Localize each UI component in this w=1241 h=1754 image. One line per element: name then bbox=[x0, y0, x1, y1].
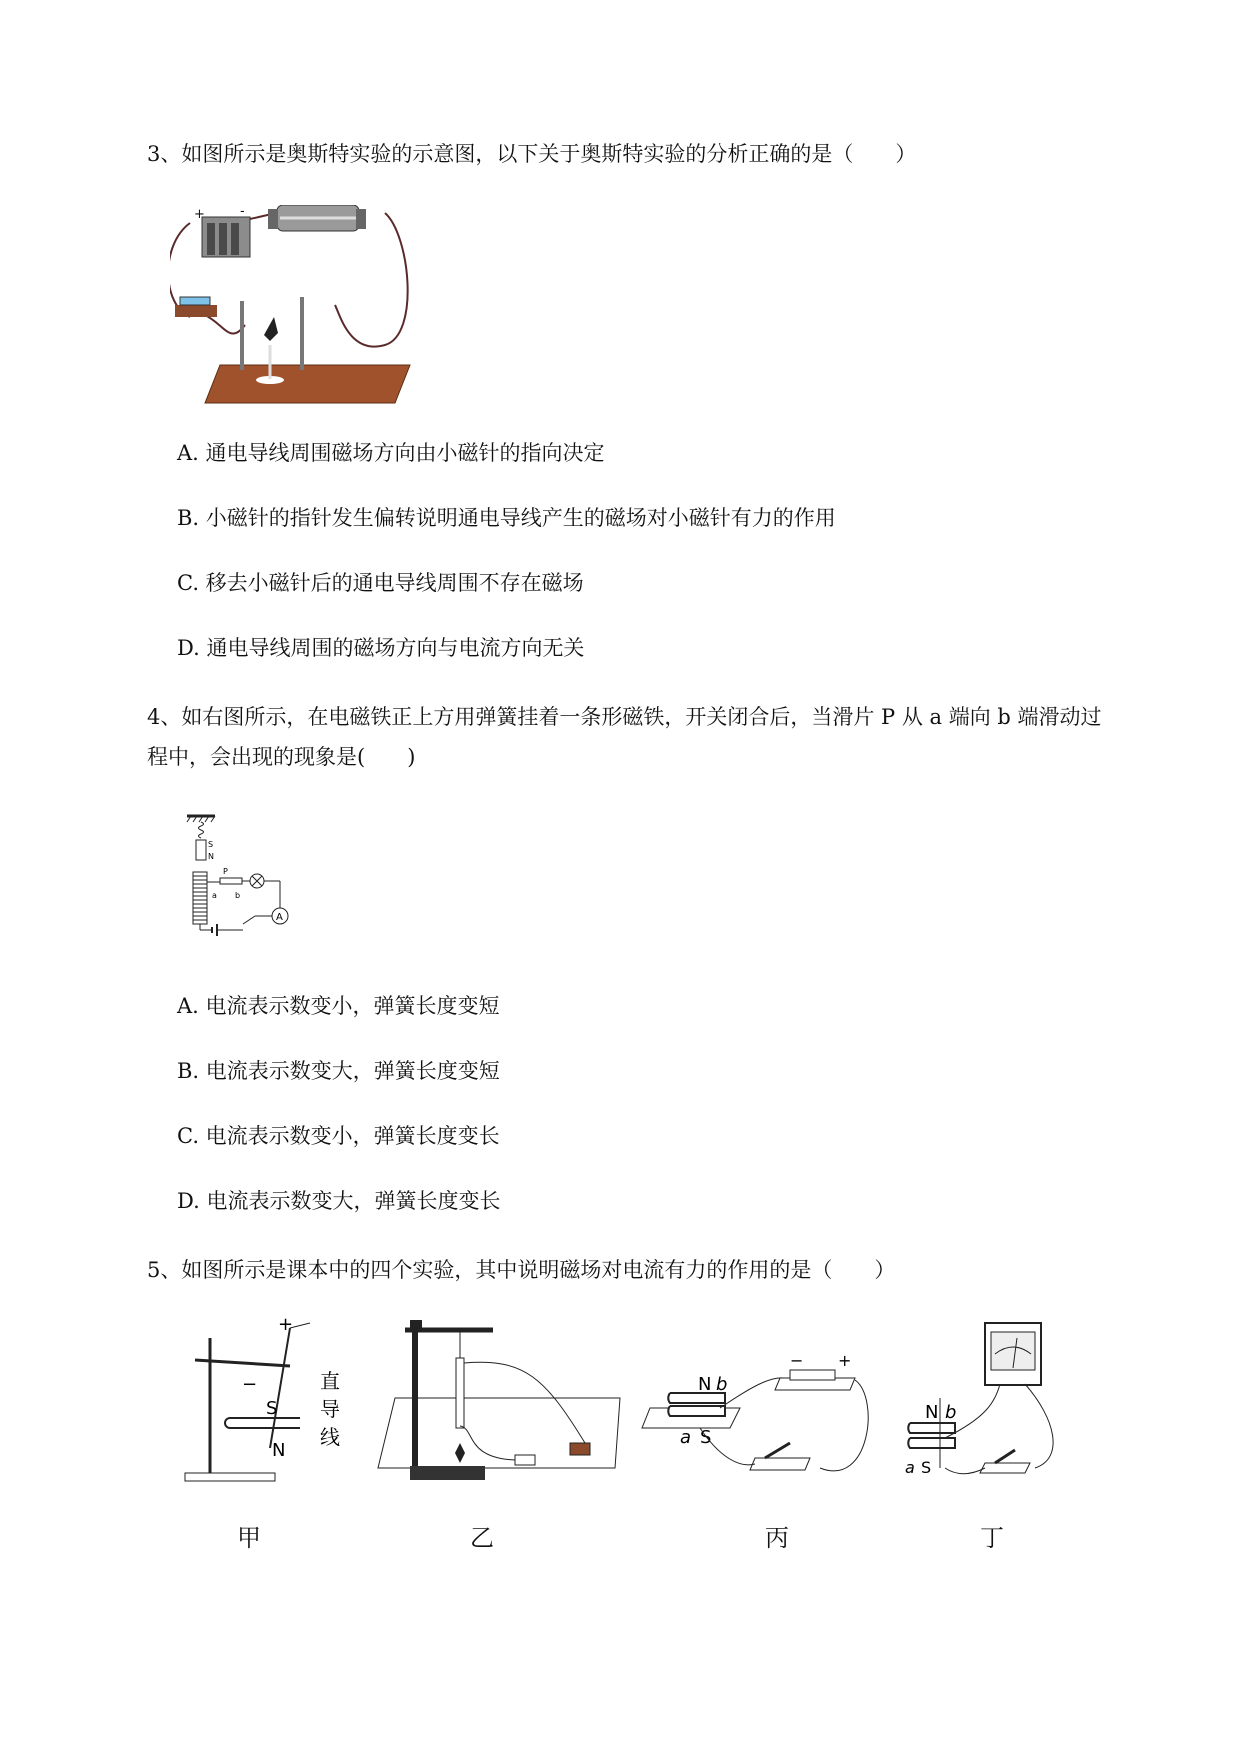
question-4-stem-line2: 程中，会出现的现象是( ) bbox=[147, 745, 416, 769]
question-4-stem-line1: 4、如右图所示，在电磁铁正上方用弹簧挂着一条形磁铁，开关闭合后，当滑片 P 从 a 端向 b 端滑动过 bbox=[147, 705, 1102, 729]
bing-a: a bbox=[680, 1427, 692, 1448]
battery-box bbox=[570, 1443, 590, 1455]
q4-option-b: B. 电流表示数变大，弹簧长度变短 bbox=[177, 1059, 500, 1083]
q4-option-a: A. 电流表示数变小，弹簧长度变短 bbox=[177, 994, 500, 1018]
q3-option-c: C. 移去小磁针后的通电导线周围不存在磁场 bbox=[177, 571, 584, 595]
bing-b: b bbox=[716, 1374, 728, 1395]
wire-label-1: 直 bbox=[320, 1369, 340, 1393]
label-b: b bbox=[235, 891, 241, 900]
label-a: a bbox=[212, 891, 217, 900]
q3-option-b: B. 小磁针的指针发生偏转说明通电导线产生的磁场对小磁针有力的作用 bbox=[177, 506, 836, 530]
iron-nail bbox=[456, 1358, 464, 1428]
spring bbox=[199, 822, 204, 838]
switch bbox=[750, 1458, 810, 1470]
q3-option-a: A. 通电导线周围磁场方向由小磁针的指向决定 bbox=[177, 441, 605, 465]
jia-s: S bbox=[266, 1398, 278, 1419]
oersted-experiment-figure bbox=[170, 205, 430, 410]
rheostat bbox=[220, 878, 242, 884]
figure-yi bbox=[375, 1318, 625, 1498]
switch bbox=[175, 305, 217, 317]
caption-bing: 丙 bbox=[765, 1524, 789, 1552]
figure-bing bbox=[640, 1318, 880, 1508]
ding-s: S bbox=[921, 1458, 932, 1477]
jia-n: N bbox=[272, 1440, 286, 1461]
q4-option-d: D. 电流表示数变大，弹簧长度变长 bbox=[177, 1189, 501, 1213]
switch bbox=[243, 916, 255, 924]
jia-minus: − bbox=[242, 1374, 258, 1395]
ding-n: N bbox=[925, 1402, 939, 1423]
caption-ding: 丁 bbox=[980, 1524, 1004, 1552]
q4-option-c: C. 电流表示数变小，弹簧长度变长 bbox=[177, 1124, 500, 1148]
wooden-board bbox=[205, 365, 410, 403]
ding-a: a bbox=[905, 1458, 915, 1477]
bar-magnet bbox=[196, 840, 206, 860]
question-3-stem: 3、如图所示是奥斯特实验的示意图，以下关于奥斯特实验的分析正确的是（ ） bbox=[147, 142, 917, 166]
compass-needle bbox=[264, 317, 278, 341]
u-magnet bbox=[908, 1423, 955, 1448]
caption-yi: 乙 bbox=[470, 1524, 494, 1552]
wire-label-3: 线 bbox=[320, 1425, 340, 1449]
wire-label-2: 导 bbox=[320, 1397, 340, 1421]
u-magnet bbox=[668, 1393, 725, 1416]
battery-minus-label: - bbox=[240, 205, 245, 219]
figure-ding bbox=[885, 1318, 1075, 1508]
battery-plus-label: + bbox=[194, 207, 205, 222]
question-5-stem: 5、如图所示是课本中的四个实验，其中说明磁场对电流有力的作用的是（ ） bbox=[147, 1258, 896, 1282]
label-n: N bbox=[208, 852, 214, 861]
jia-plus: + bbox=[278, 1318, 294, 1335]
label-s: S bbox=[208, 840, 214, 849]
switch bbox=[980, 1463, 1030, 1473]
ammeter-label: A bbox=[276, 912, 283, 923]
u-magnet bbox=[225, 1418, 300, 1428]
caption-jia: 甲 bbox=[237, 1524, 261, 1552]
bing-s: S bbox=[700, 1427, 712, 1448]
electromagnet-circuit-figure bbox=[185, 812, 315, 937]
ding-b: b bbox=[945, 1402, 957, 1423]
bing-plus: + bbox=[838, 1351, 852, 1370]
bing-minus: − bbox=[790, 1351, 804, 1370]
bing-n: N bbox=[698, 1374, 712, 1395]
q3-option-d: D. 通电导线周围的磁场方向与电流方向无关 bbox=[177, 636, 585, 660]
figure-jia bbox=[180, 1318, 360, 1498]
label-p: P bbox=[223, 867, 228, 876]
